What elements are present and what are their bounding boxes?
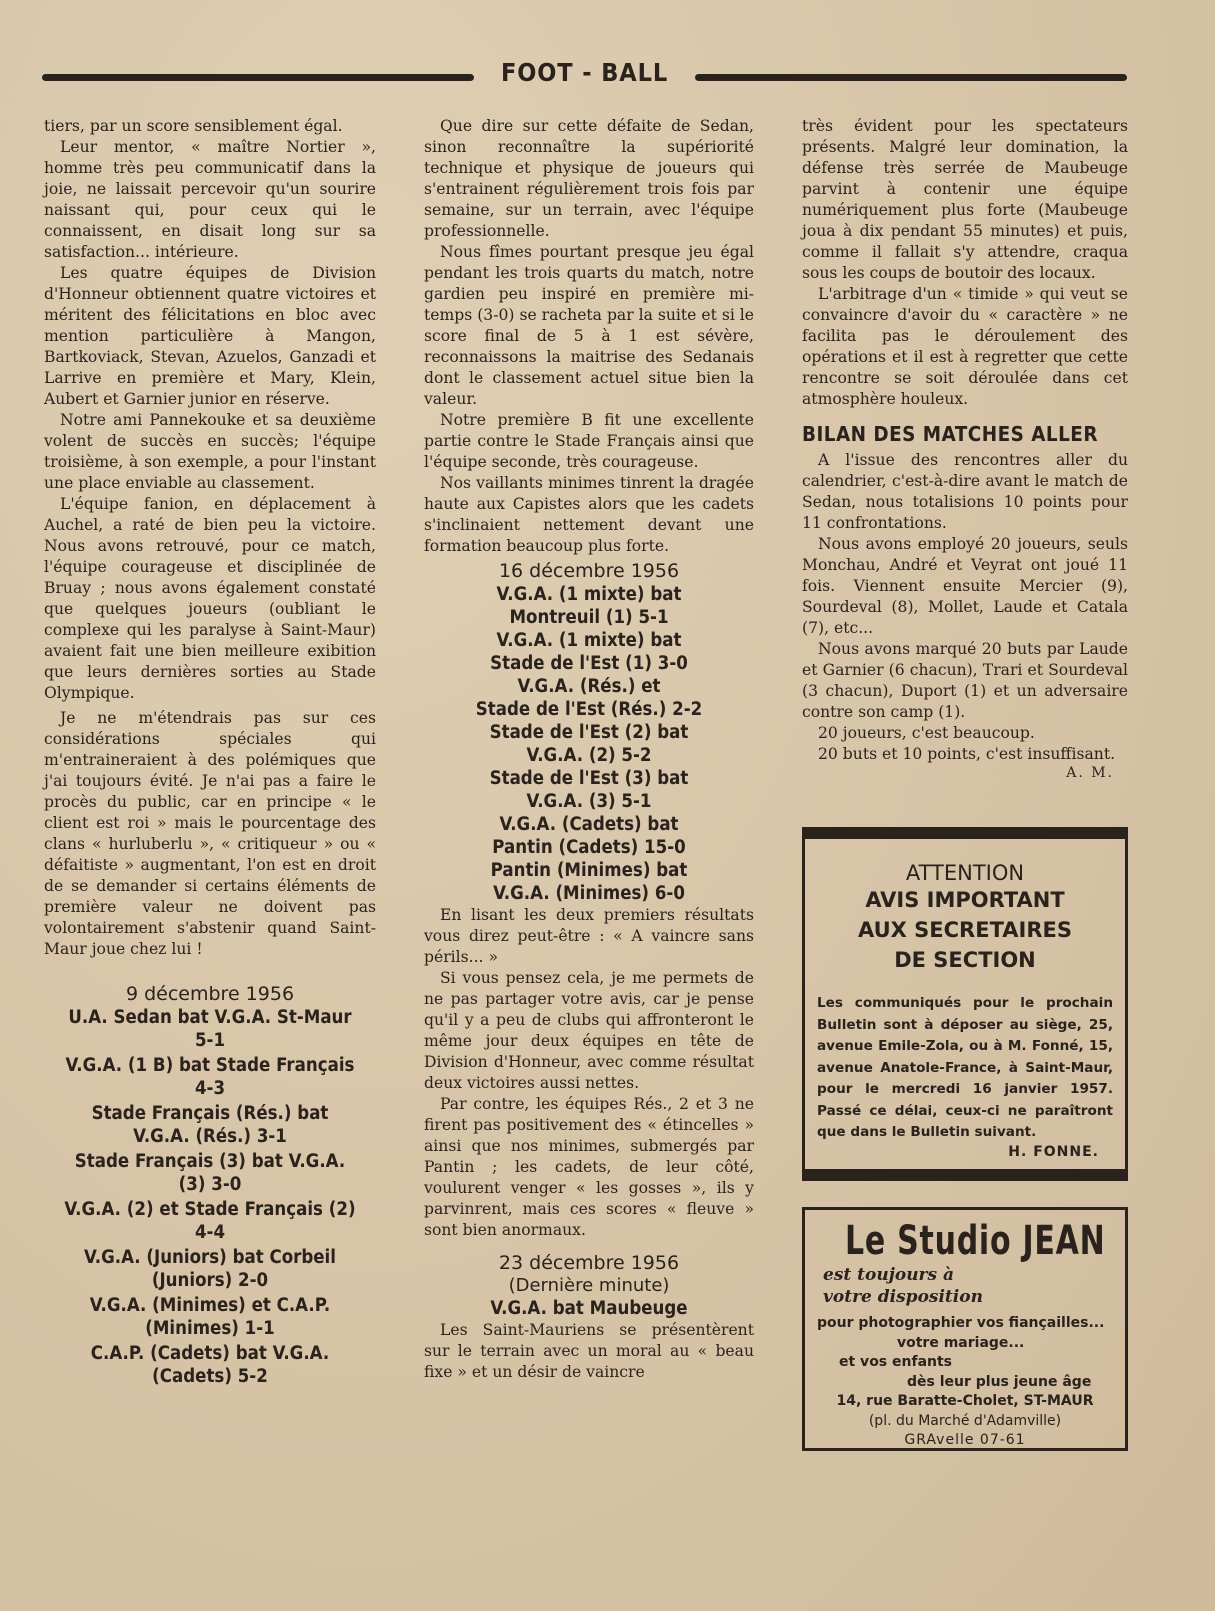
result-line: Pantin (Minimes) bat (490, 860, 688, 881)
paragraph: L'arbitrage d'un « timide » qui veut se convaincre d'avoir du « caractère » ne facilita pas le déroulement des opérations et il est à regretter que cette rencontre se soit déroulée dans cet atmosphère houleux. (802, 285, 1128, 408)
results-9-december (44, 982, 376, 1388)
result-line: C.A.P. (Cadets) bat V.G.A. (Cadets) 5-2 (90, 1343, 330, 1387)
results-date: 23 décembre 1956 (498, 1252, 680, 1274)
paragraph: Par contre, les équipes Rés., 2 et 3 ne firent pas positivement des « étincelles » ainsi que nos minimes, submergés par Pantin ; les cadets, de leur côté, voulurent venger « les gosses », ils y parvinrent, mais ces scores « fleuve » sont bien anormaux. (424, 1095, 754, 1239)
results-16-december (424, 559, 754, 905)
paragraph: Nous avons employé 20 joueurs, seuls Monchau, André et Veyrat ont joué 11 fois. Viennent ensuite Mercier (9), Sourdeval (8), Mollet, Laude et Catala (7), etc... (802, 535, 1128, 637)
paragraph: Les Saint-Mauriens se présentèrent sur le terrain avec un moral au « beau fixe » et un désir de vaincre (424, 1321, 754, 1381)
paragraph: tiers, par un score sensiblement égal. (44, 117, 343, 135)
ad-line: pour photographier vos fiançailles... (817, 1315, 1105, 1331)
page-header (42, 58, 1127, 98)
ad-place: (pl. du Marché d'Adamville) (868, 1412, 1062, 1429)
results-23-december (424, 1251, 754, 1320)
paragraph: Nous fîmes pourtant presque jeu égal pendant les trois quarts du match, notre gardien peu inspiré en première mi-temps (3-0) se racheta par la suite et si le score final de 5 à 1 est sévère, reconnaissons la maitrise des Sedanais dont le classement actuel situe bien la valeur. (424, 243, 754, 408)
ad-tagline: est toujours à (823, 1265, 955, 1285)
column-2 (424, 116, 754, 1383)
ad-phone: GRAvelle 07-61 (904, 1432, 1026, 1448)
paragraph: Je ne m'étendrais pas sur ces considérations spéciales qui m'entraineraient à des polémiques que j'ai toujours évité. Je n'ai pas a faire le procès du public, car en principe « le client est roi » mais le pourcentage des clans « hurluberlu », « critiqueur » ou « défaitiste » augmentant, l'on est en droit de se demander si certains éléments de première valeur ne doivent pas volontairement s'abstenir quand Saint-Maur joue chez lui ! (44, 709, 376, 958)
notice-heading: AUX SECRETAIRES (858, 918, 1072, 942)
paragraph: Nos vaillants minimes tinrent la dragée haute aux Capistes alors que les cadets s'inclinaient nettement devant une formation beaucoup plus forte. (424, 474, 754, 555)
section-title: FOOT - BALL (500, 58, 669, 87)
studio-advertisement (802, 1207, 1128, 1451)
result-line: V.G.A. (Rés.) et (517, 676, 661, 697)
result-line: Stade Français (Rés.) bat V.G.A. (Rés.) 3-1 (91, 1103, 329, 1147)
notice-signature: H. FONNE. (1008, 1143, 1099, 1160)
notice-box (802, 827, 1128, 1181)
result-line: V.G.A. (1 mixte) bat (496, 630, 682, 651)
result-line: V.G.A. (Minimes) 6-0 (493, 883, 685, 904)
result-line: Montreuil (1) 5-1 (509, 607, 669, 628)
notice-body: Les communiqués pour le prochain Bulletin sont à déposer au siège, 25, avenue Emile-Zola, ou à M. Fonné, 15, avenue Anatole-France, à Saint-Maur, pour le mercredi 16 janvier 1957. Passé ce délai, ceux-ci ne paraîtront que dans le Bulletin suivant. (817, 995, 1113, 1140)
paragraph: L'équipe fanion, en déplacement à Auchel, a raté de bien peu la victoire. Nous avons retrouvé, pour ce match, l'équipe courageuse et disciplinée de Bruay ; nous avons également constaté que quelques joueurs (oubliant le complexe qui les paralyse à Saint-Maur) avaient fait une bien meilleure exibition que leurs dernières sorties au Stade Olympique. (44, 495, 376, 702)
paragraph: Les quatre équipes de Division d'Honneur obtiennent quatre victoires et méritent des félicitations en bloc avec mention particulière à Mangon, Bartkoviack, Stevan, Azuelos, Ganzadi et Larrive en première et Mary, Klein, Aubert et Garnier junior en réserve. (44, 264, 376, 408)
result-line: V.G.A. (1 mixte) bat (496, 584, 682, 605)
paragraph: 20 buts et 10 points, c'est insuffisant. (818, 745, 1116, 763)
ad-line: dès leur plus jeune âge (907, 1373, 1092, 1390)
paragraph: Si vous pensez cela, je me permets de ne pas partager votre avis, car je pense qu'il y a peu de clubs qui affronteront le même jour deux équipes en tête de Division d'Honneur, avec comme résultat deux victoires aussi nettes. (424, 969, 754, 1092)
result-line: Stade Français (3) bat V.G.A. (3) 3-0 (74, 1151, 346, 1195)
result-line: U.A. Sedan bat V.G.A. St-Maur 5-1 (68, 1007, 352, 1051)
results-date: 9 décembre 1956 (125, 983, 295, 1005)
result-line: Stade de l'Est (2) bat (489, 722, 689, 743)
paragraph: Notre ami Pannekouke et sa deuxième volent de succès en succès; l'équipe troisième, à son exemple, a pour l'instant une place enviable au classement. (44, 411, 376, 492)
ad-tagline: votre disposition (823, 1287, 983, 1307)
result-line: Pantin (Cadets) 15-0 (492, 837, 686, 858)
column-1 (44, 116, 376, 1390)
bilan-heading: BILAN DES MATCHES ALLER (802, 422, 1098, 446)
paragraph: Notre première B fit une excellente partie contre le Stade Français ainsi que l'équipe seconde, très courageuse. (424, 411, 754, 471)
results-date: 16 décembre 1956 (498, 560, 680, 582)
author-signature: A. M. (1066, 765, 1114, 781)
notice-heading: DE SECTION (894, 948, 1036, 972)
notice-heading: AVIS IMPORTANT (865, 888, 1065, 912)
header-rule-right (695, 74, 1127, 81)
result-line: Stade de l'Est (1) 3-0 (490, 653, 688, 674)
results-subtitle: (Dernière minute) (508, 1275, 670, 1296)
result-line: V.G.A. (Minimes) et C.A.P. (Minimes) 1-1 (89, 1295, 331, 1339)
paragraph: très évident pour les spectateurs présents. Malgré leur domination, la défense très serrée de Maubeuge parvint à contenir une équipe numériquement plus forte (Maubeuge joua à dix pendant 55 minutes) et puis, comme il fallait s'y attendre, craqua sous les coups de boutoir des locaux. (802, 117, 1128, 282)
paragraph: Que dire sur cette défaite de Sedan, sinon reconnaître la supériorité technique et physique de joueurs qui s'entrainent régulièrement trois fois par semaine, sur un terrain, avec l'équipe professionnelle. (424, 117, 754, 240)
ad-address: 14, rue Baratte-Cholet, ST-MAUR (836, 1393, 1094, 1409)
result-line: Stade de l'Est (3) bat (489, 768, 689, 789)
result-line: V.G.A. (1 B) bat Stade Français 4-3 (65, 1055, 355, 1099)
column-3 (802, 116, 1128, 781)
paragraph: 20 joueurs, c'est beaucoup. (818, 724, 1035, 742)
paragraph: A l'issue des rencontres aller du calendrier, c'est-à-dire avant le match de Sedan, nous totalisions 10 points pour 11 confrontations. (802, 451, 1128, 532)
paragraph: En lisant les deux premiers résultats vous direz peut-être : « A vaincre sans périls... » (424, 906, 754, 966)
result-line: V.G.A. (Cadets) bat (499, 814, 679, 835)
result-line: V.G.A. (2) 5-2 (526, 745, 652, 766)
result-line: Stade de l'Est (Rés.) 2-2 (475, 699, 703, 720)
notice-title: ATTENTION (905, 861, 1025, 885)
result-line: V.G.A. (2) et Stade Français (2) 4-4 (64, 1199, 356, 1243)
paragraph: Nous avons marqué 20 buts par Laude et Garnier (6 chacun), Trari et Sourdeval (3 chacun), Duport (1) et un adversaire contre son camp (1). (802, 640, 1128, 721)
ad-line: et vos enfants (839, 1354, 953, 1370)
result-line: V.G.A. (Juniors) bat Corbeil (Juniors) 2-0 (84, 1247, 336, 1291)
paragraph: Leur mentor, « maître Nortier », homme très peu communicatif dans la joie, ne laissait percevoir qu'un sourire naissant qui, pour ceux qui le connaissent, en disait long sur sa satisfaction... intérieure. (44, 138, 376, 261)
studio-name: Le Studio JEAN (845, 1218, 1106, 1264)
ad-line: votre mariage... (897, 1334, 1025, 1351)
result-line: V.G.A. bat Maubeuge (490, 1298, 688, 1319)
result-line: V.G.A. (3) 5-1 (526, 791, 652, 812)
